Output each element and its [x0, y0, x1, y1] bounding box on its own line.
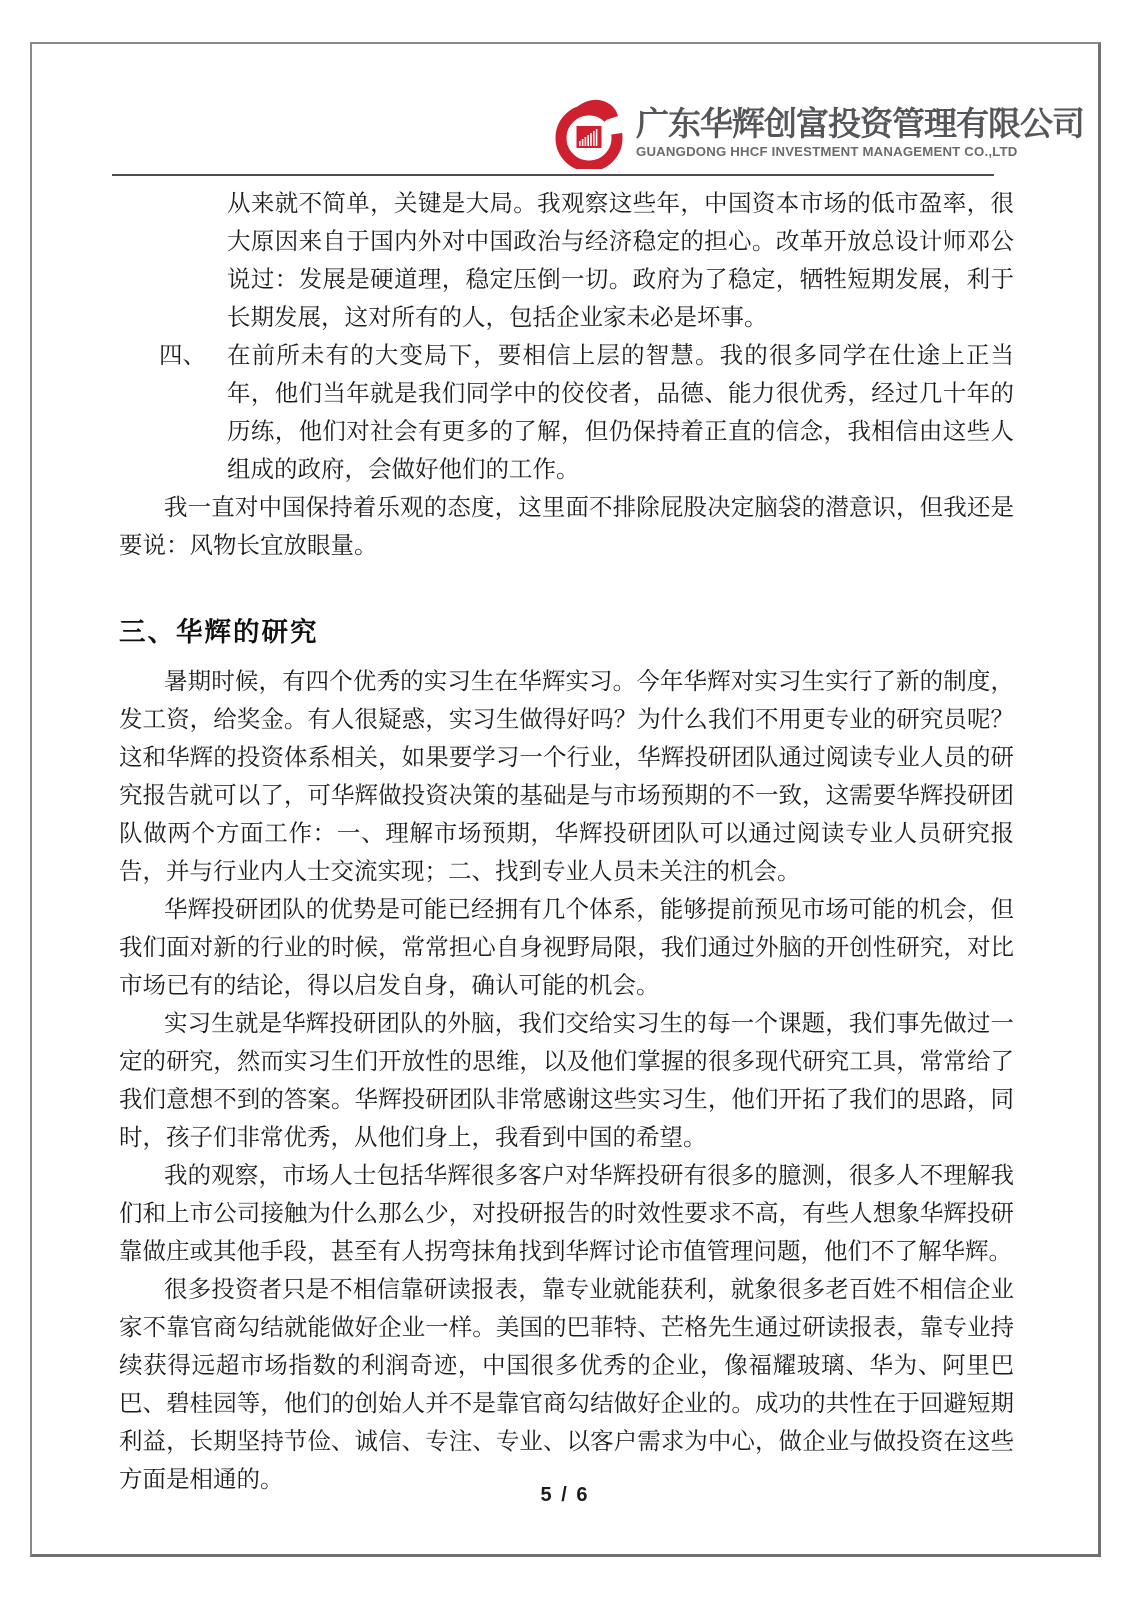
list-item-marker: 四、 — [159, 341, 206, 369]
header-divider — [112, 174, 994, 176]
company-name-zh: 广东华辉创富投资管理有限公司 — [636, 105, 1084, 142]
document-body — [119, 184, 1014, 1498]
paragraph: 我一直对中国保持着乐观的态度，这里面不排除屁股决定脑袋的潜意识，但我还是要说：风物长宜放眼量。 — [119, 493, 1014, 559]
paragraph: 很多投资者只是不相信靠研读报表，靠专业就能获利，就象很多老百姓不相信企业家不靠官商勾结就能做好企业一样。美国的巴菲特、芒格先生通过研读报表，靠专业持续获得远超市场指数的利润奇迹，中国很多优秀的企业，像福耀玻璃、华为、阿里巴巴、碧桂园等，他们的创始人并不是靠官商勾结做好企业的。成功的共性在于回避短期利益，长期坚持节俭、诚信、专注、专业、以客户需求为中心，做企业与做投资在这些方面是相通的。 — [119, 1275, 1014, 1493]
company-name-en: GUANGDONG HHCF INVESTMENT MANAGEMENT CO.,LTD — [636, 144, 1018, 159]
list-continuation-paragraph: 从来就不简单，关键是大局。我观察这些年，中国资本市场的低市盈率，很大原因来自于国内外对中国政治与经济稳定的担心。改革开放总设计师邓公说过：发展是硬道理，稳定压倒一切。政府为了稳定，牺牲短期发展，利于长期发展，这对所有的人，包括企业家未必是坏事。 — [227, 189, 1014, 331]
list-item-text: 在前所未有的大变局下，要相信上层的智慧。我的很多同学在仕途上正当年，他们当年就是我们同学中的佼佼者，品德、能力很优秀，经过几十年的历练，他们对社会有更多的了解，但仍保持着正直的信念，我相信由这些人组成的政府，会做好他们的工作。 — [227, 341, 1014, 483]
paragraph: 暑期时候，有四个优秀的实习生在华辉实习。今年华辉对实习生实行了新的制度，发工资，给奖金。有人很疑惑，实习生做得好吗？为什么我们不用更专业的研究员呢？这和华辉的投资体系相关，如果要学习一个行业，华辉投研团队通过阅读专业人员的研究报告就可以了，可华辉做投资决策的基础是与市场预期的不一致，这需要华辉投研团队做两个方面工作：一、理解市场预期，华辉投研团队可以通过阅读专业人员研究报告，并与行业内人士交流实现；二、找到专业人员未关注的机会。 — [119, 667, 1014, 885]
company-name-block — [636, 105, 1084, 159]
page-frame — [30, 42, 1101, 1557]
paragraph: 实习生就是华辉投研团队的外脑，我们交给实习生的每一个课题，我们事先做过一定的研究，然而实习生们开放性的思维，以及他们掌握的很多现代研究工具，常常给了我们意想不到的答案。华辉投研团队非常感谢这些实习生，他们开拓了我们的思路，同时，孩子们非常优秀，从他们身上，我看到中国的希望。 — [119, 1009, 1014, 1151]
page-header — [32, 44, 1098, 179]
company-logo-icon — [552, 99, 628, 169]
page-number: 5 / 6 — [540, 1484, 590, 1506]
section-heading: 三、华辉的研究 — [119, 617, 319, 648]
paragraph: 华辉投研团队的优势是可能已经拥有几个体系，能够提前预见市场可能的机会，但我们面对新的行业的时候，常常担心自身视野局限，我们通过外脑的开创性研究，对比市场已有的结论，得以启发自身，确认可能的机会。 — [119, 895, 1014, 999]
list-item — [119, 336, 1014, 488]
paragraph: 我的观察，市场人士包括华辉很多客户对华辉投研有很多的臆测，很多人不理解我们和上市公司接触为什么那么少，对投研报告的时效性要求不高，有些人想象华辉投研靠做庄或其他手段，甚至有人拐弯抹角找到华辉讨论市值管理问题，他们不了解华辉。 — [119, 1161, 1014, 1265]
